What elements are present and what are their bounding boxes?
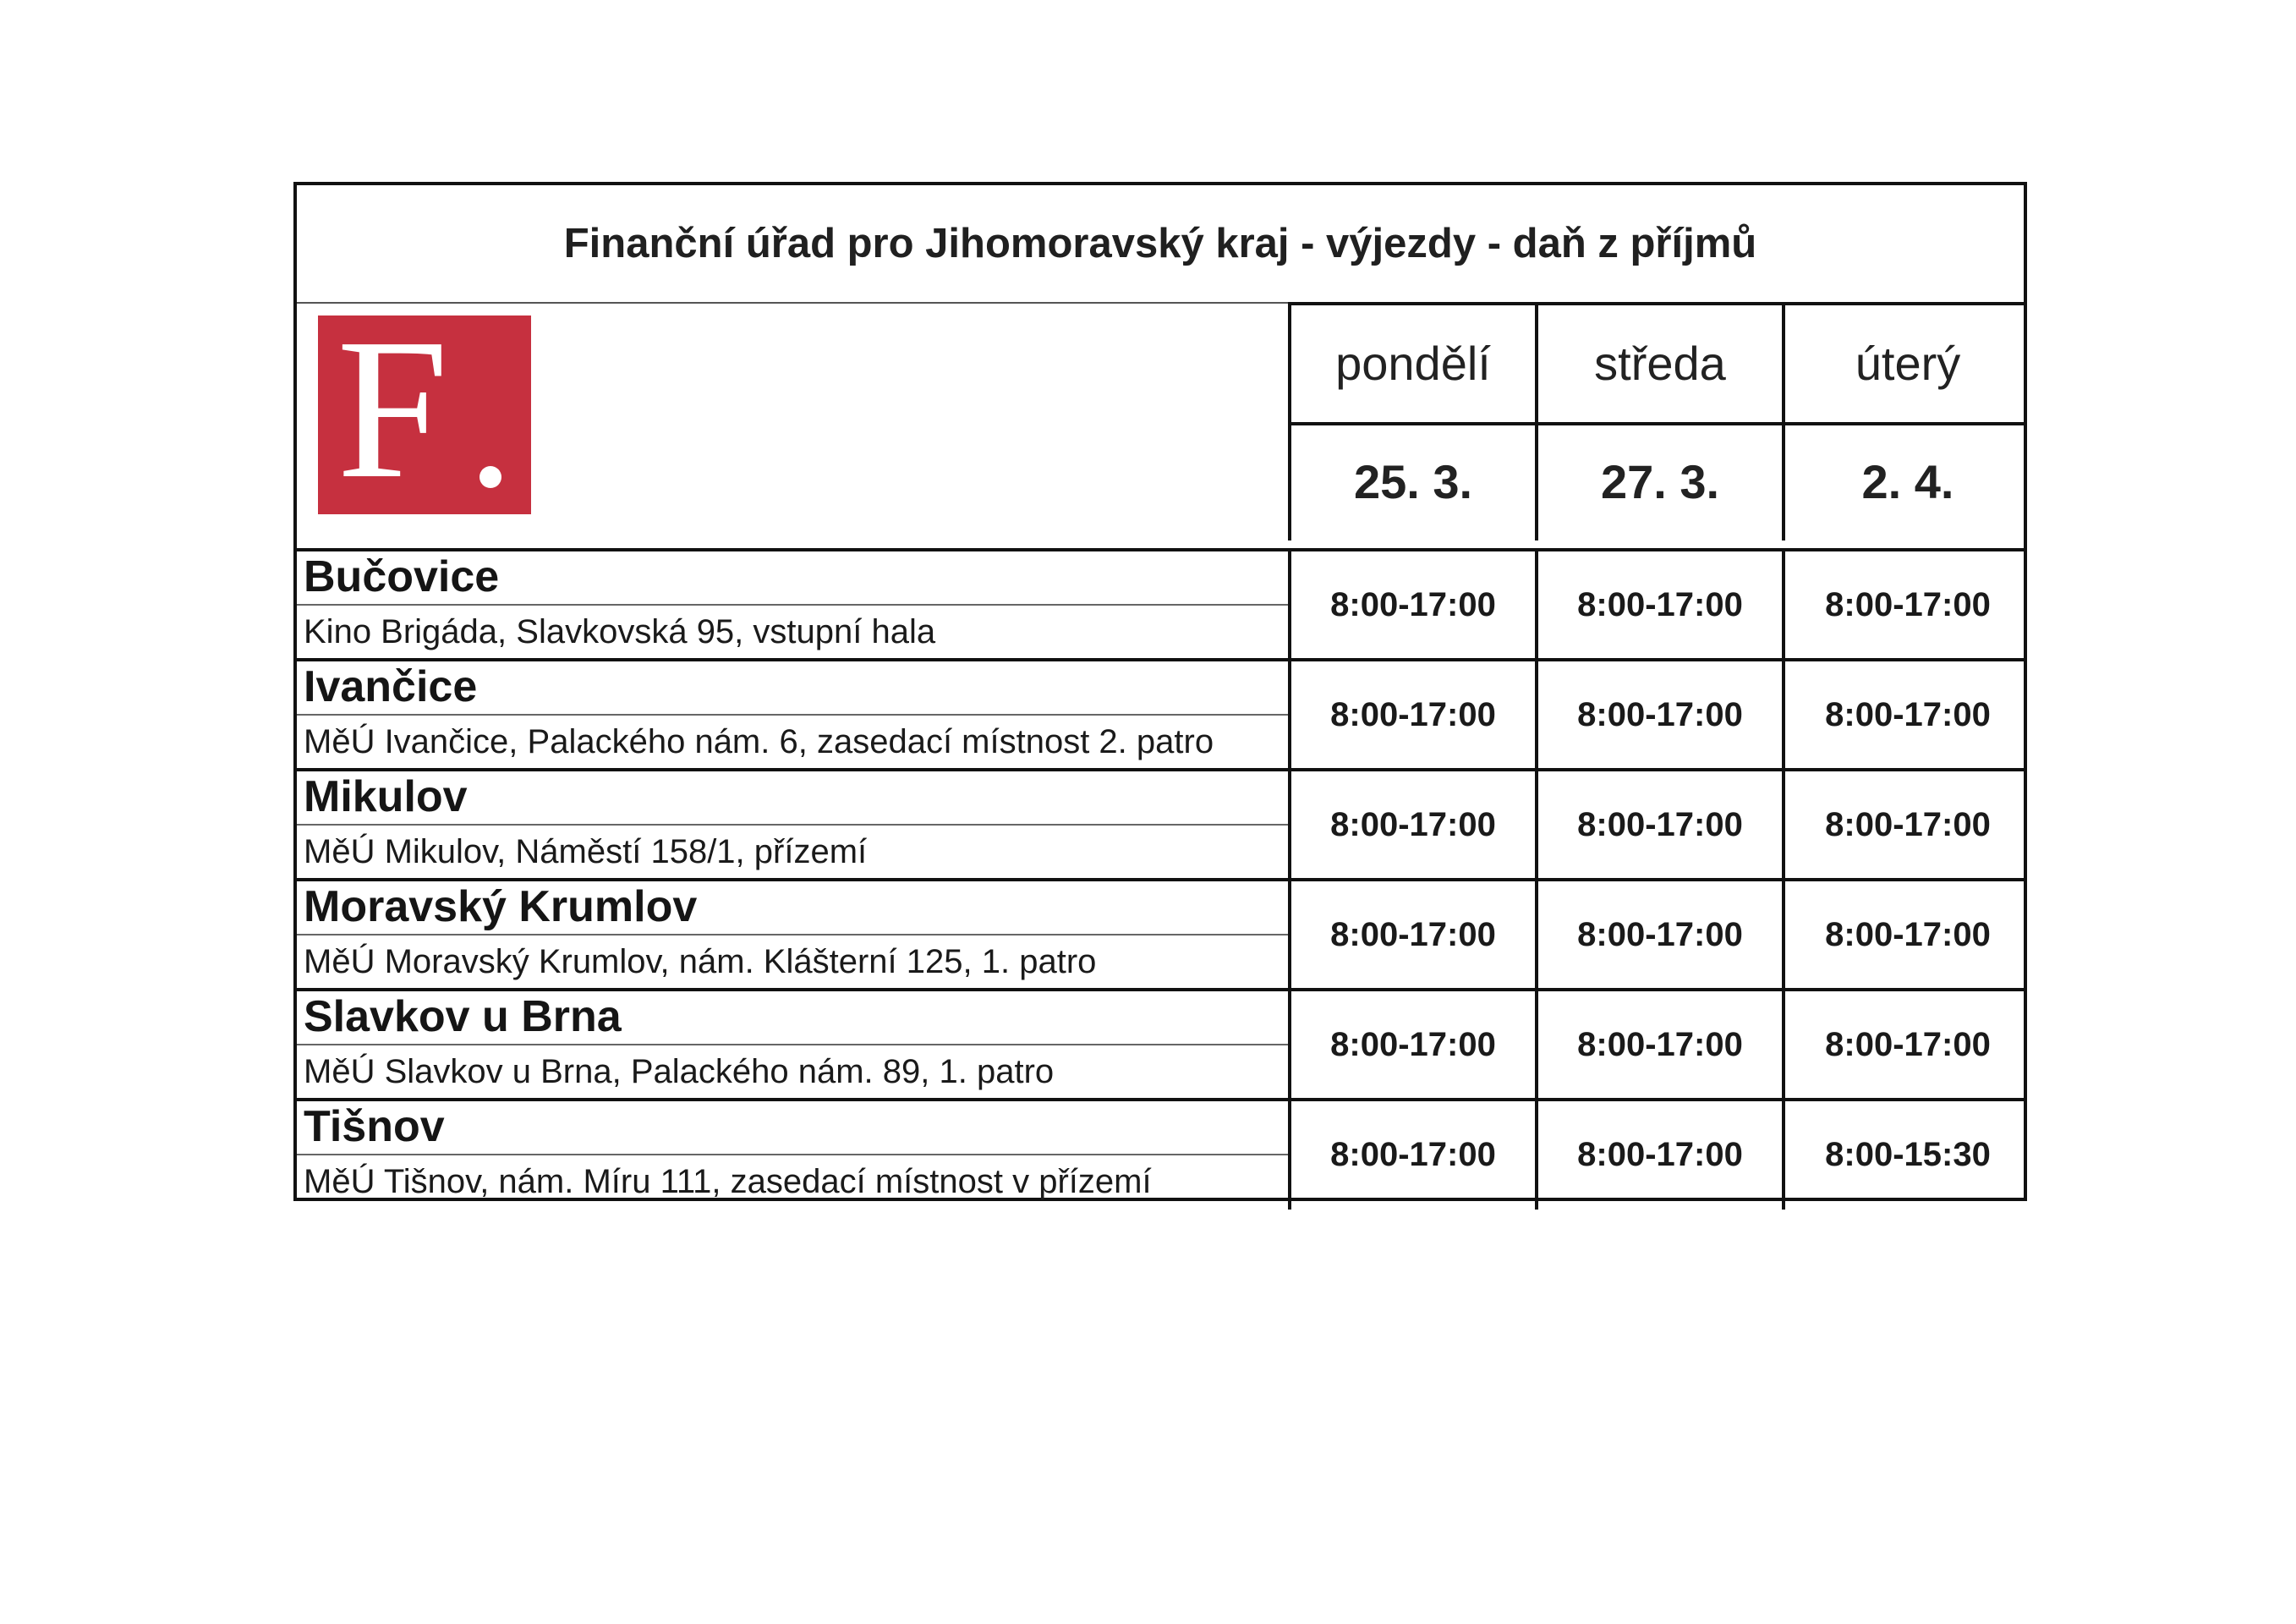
location-address: MěÚ Moravský Krumlov, nám. Klášterní 125, 1. patro [304,942,1097,980]
time-cell: 8:00-17:00 [1782,880,2030,990]
time-cell: 8:00-17:00 [1535,880,1782,990]
logo-letter: F [337,315,449,514]
time-cell: 8:00-17:00 [1535,550,1782,660]
time-cell: 8:00-17:00 [1535,770,1782,880]
time-cell: 8:00-17:00 [1288,550,1535,660]
time-cell: 8:00-17:00 [1782,550,2030,660]
location-name: Mikulov [304,772,468,821]
column-date-1: 27. 3. [1535,422,1782,540]
table-row [297,770,2024,880]
time-cell: 8:00-17:00 [1535,990,1782,1100]
time-cell: 8:00-17:00 [1288,880,1535,990]
table-row [297,990,2024,1100]
time-cell: 8:00-17:00 [1535,1100,1782,1210]
column-date-2: 2. 4. [1782,422,2030,540]
time-cell: 8:00-17:00 [1288,770,1535,880]
time-cell: 8:00-17:00 [1782,770,2030,880]
location-address: Kino Brigáda, Slavkovská 95, vstupní hala [304,612,936,650]
financni-sprava-logo [318,315,531,514]
schedule-table [293,182,2027,1201]
table-row [297,1100,2024,1210]
time-cell: 8:00-17:00 [1288,660,1535,770]
table-row [297,880,2024,990]
time-cell: 8:00-17:00 [1782,660,2030,770]
logo-dot [479,466,501,488]
location-address: MěÚ Ivančice, Palackého nám. 6, zasedací místnost 2. patro [304,722,1214,760]
location-name: Tišnov [304,1102,445,1151]
location-address: MěÚ Tišnov, nám. Míru 111, zasedací místnost v přízemí [304,1162,1152,1200]
column-day-2: úterý [1782,304,2030,422]
table-row [297,550,2024,660]
time-cell: 8:00-17:00 [1782,990,2030,1100]
logo-cell [297,304,1288,550]
location-name: Moravský Krumlov [304,882,698,931]
table-row [297,660,2024,770]
table-title: Finanční úřad pro Jihomoravský kraj - výjezdy - daň z příjmů [563,221,1757,266]
column-day-1: středa [1535,304,1782,422]
column-day-0: pondělí [1288,304,1535,422]
time-cell: 8:00-17:00 [1535,660,1782,770]
time-cell: 8:00-15:30 [1782,1100,2030,1210]
time-cell: 8:00-17:00 [1288,1100,1535,1210]
location-name: Slavkov u Brna [304,992,622,1041]
time-cell: 8:00-17:00 [1288,990,1535,1100]
location-name: Ivančice [304,662,478,711]
column-date-0: 25. 3. [1288,422,1535,540]
location-name: Bučovice [304,552,500,601]
location-address: MěÚ Mikulov, Náměstí 158/1, přízemí [304,832,868,870]
location-address: MěÚ Slavkov u Brna, Palackého nám. 89, 1. patro [304,1052,1055,1090]
